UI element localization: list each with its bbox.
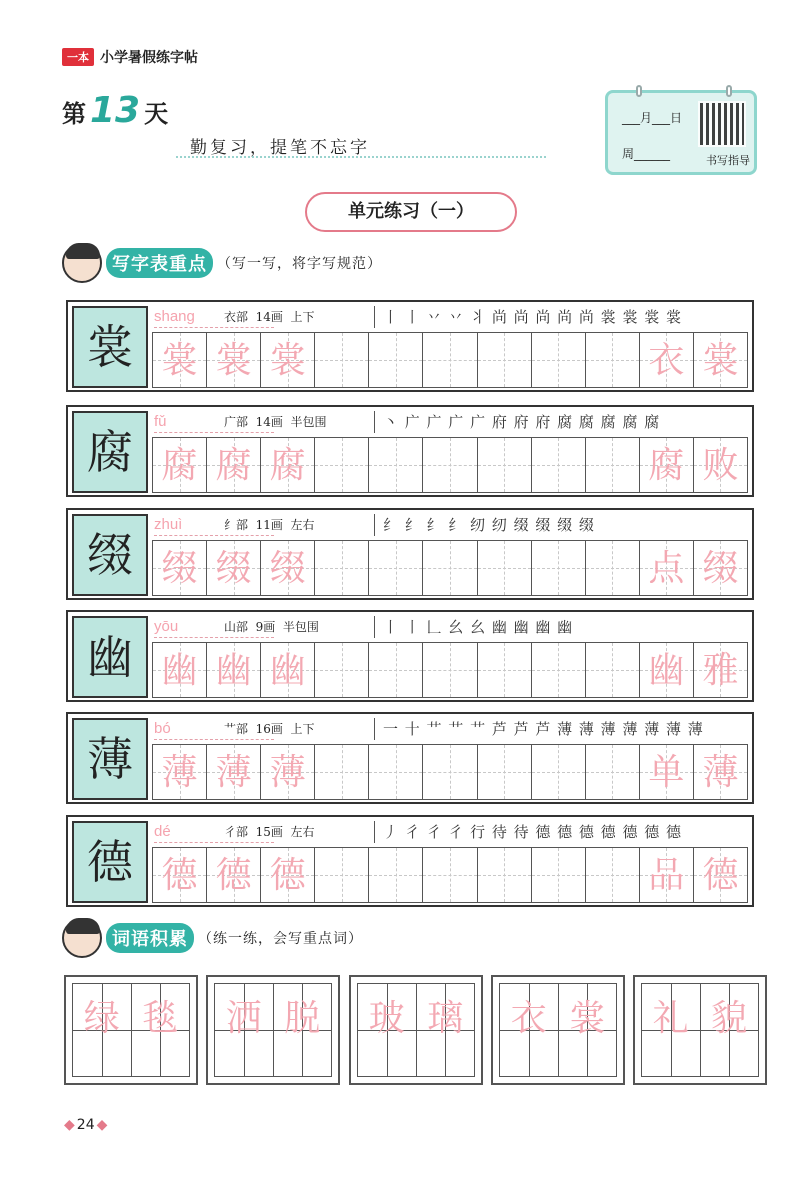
trace-char: 裳 (702, 340, 739, 381)
date-field[interactable]: ___月___日 (622, 111, 683, 125)
brand (62, 47, 198, 67)
trace-char: 缀 (269, 548, 306, 589)
model-char: 裳 (87, 320, 133, 374)
writing-cell[interactable] (369, 541, 423, 595)
vocab-box (206, 975, 340, 1085)
writing-cell[interactable] (369, 643, 423, 697)
vocab-char: 绿 (83, 998, 120, 1039)
writing-cell[interactable] (153, 541, 207, 595)
trace-char (586, 643, 639, 697)
writing-cell[interactable] (423, 333, 477, 387)
vocab-char: 毯 (142, 998, 179, 1039)
writing-grid (152, 642, 748, 698)
page-number: ◆ 24 ◆ (64, 1117, 108, 1133)
writing-cell[interactable] (694, 643, 747, 697)
writing-cell[interactable] (640, 745, 694, 799)
stroke-order-area (374, 616, 748, 638)
writing-grid (152, 744, 748, 800)
trace-char: 德 (161, 855, 198, 896)
writing-cell[interactable] (207, 848, 261, 902)
trace-char (478, 438, 531, 492)
binder-ring-icon (726, 85, 732, 97)
trace-char: 腐 (269, 445, 306, 486)
writing-cell[interactable] (261, 643, 315, 697)
trace-char (532, 333, 585, 387)
pinyin: shang (154, 306, 274, 328)
writing-cell[interactable] (315, 333, 369, 387)
vocab-char: 衣 (510, 998, 547, 1039)
stroke-order: 丨 丨 丷 丷 丬 尚 尚 尚 尚 尚 裳 裳 裳 裳 (383, 308, 682, 326)
qr-code-icon[interactable] (698, 101, 746, 147)
trace-char (478, 333, 531, 387)
vocab-box (349, 975, 483, 1085)
trace-char (369, 745, 422, 799)
trace-char: 幽 (648, 650, 685, 691)
trace-char (423, 438, 476, 492)
writing-cell[interactable] (315, 848, 369, 902)
vocab-cell[interactable] (132, 983, 191, 1077)
writing-cell[interactable] (153, 333, 207, 387)
trace-char: 缀 (702, 548, 739, 589)
char-info: 艹部 16画 上下 (224, 722, 315, 736)
brand-logo: 一本 (62, 48, 94, 66)
writing-cell[interactable] (423, 438, 477, 492)
vocab-cell[interactable] (641, 983, 701, 1077)
writing-cell[interactable] (207, 333, 261, 387)
day-label (62, 90, 168, 131)
char-info: 广部 14画 半包围 (224, 415, 327, 429)
writing-cell[interactable] (478, 848, 532, 902)
stroke-order: 纟 纟 纟 纟 纫 纫 缀 缀 缀 缀 (383, 516, 595, 534)
practice-row (66, 508, 754, 600)
slogan: 勤复习，提笔不忘字 (190, 138, 370, 158)
writing-cell[interactable] (478, 333, 532, 387)
model-char-box (72, 306, 148, 388)
writing-cell[interactable] (478, 438, 532, 492)
writing-cell[interactable] (640, 438, 694, 492)
trace-char (532, 438, 585, 492)
section-title: 写字表重点 (106, 248, 213, 278)
trace-char: 幽 (161, 650, 198, 691)
weekday-field[interactable]: 周______ (622, 147, 671, 161)
vocab-char: 玻 (368, 998, 405, 1039)
model-char: 幽 (87, 630, 133, 684)
trace-char (532, 848, 585, 902)
char-info: 衣部 14画 上下 (224, 310, 315, 324)
trace-char: 点 (648, 548, 685, 589)
vocab-char: 裳 (569, 998, 606, 1039)
trace-char: 薄 (269, 752, 306, 793)
writing-grid (152, 332, 748, 388)
trace-char (369, 438, 422, 492)
trace-char (369, 643, 422, 697)
trace-char: 缀 (161, 548, 198, 589)
book-title: 小学暑假练字帖 (100, 50, 198, 66)
writing-cell[interactable] (478, 745, 532, 799)
writing-cell[interactable] (315, 438, 369, 492)
trace-char (532, 541, 585, 595)
trace-char (315, 643, 368, 697)
trace-char (586, 333, 639, 387)
vocab-cell[interactable] (701, 983, 760, 1077)
pinyin: bó (154, 718, 274, 740)
pinyin: zhuì (154, 514, 274, 536)
writing-cell[interactable] (207, 643, 261, 697)
writing-cell[interactable] (315, 643, 369, 697)
model-char-box (72, 718, 148, 800)
trace-char (586, 438, 639, 492)
writing-cell[interactable] (640, 333, 694, 387)
vocab-cell[interactable] (274, 983, 333, 1077)
vocab-box (633, 975, 767, 1085)
writing-cell[interactable] (261, 438, 315, 492)
trace-char: 败 (702, 445, 739, 486)
writing-cell[interactable] (261, 848, 315, 902)
trace-char (478, 745, 531, 799)
model-char: 缀 (87, 528, 133, 582)
writing-cell[interactable] (369, 333, 423, 387)
vocab-cell[interactable] (417, 983, 476, 1077)
writing-cell[interactable] (532, 848, 586, 902)
writing-cell[interactable] (586, 541, 640, 595)
trace-char (315, 333, 368, 387)
stroke-order: 一 十 艹 艹 艹 芦 芦 芦 薄 薄 薄 薄 薄 薄 薄 (383, 720, 704, 738)
trace-char: 裳 (161, 340, 198, 381)
writing-cell[interactable] (478, 643, 532, 697)
section-title: 词语积累 (106, 923, 194, 953)
char-info: 彳部 15画 左右 (224, 825, 315, 839)
stroke-order: 丶 广 广 广 广 府 府 府 腐 腐 腐 腐 腐 (383, 413, 661, 431)
writing-cell[interactable] (586, 848, 640, 902)
vocab-box (491, 975, 625, 1085)
stroke-order: 丨 丨 𠃊 幺 幺 幽 幽 幽 幽 (383, 618, 574, 636)
writing-cell[interactable] (586, 643, 640, 697)
model-char: 腐 (87, 425, 133, 479)
trace-char: 品 (648, 855, 685, 896)
writing-cell[interactable] (261, 745, 315, 799)
writing-cell[interactable] (640, 643, 694, 697)
writing-cell[interactable] (207, 745, 261, 799)
trace-char (586, 541, 639, 595)
char-info: 山部 9画 半包围 (224, 620, 319, 634)
trace-char (423, 541, 476, 595)
trace-char (315, 745, 368, 799)
section-header-vocab (62, 918, 363, 958)
section-subtitle: （练一练，会写重点词） (198, 931, 363, 947)
trace-char: 德 (269, 855, 306, 896)
writing-grid (152, 540, 748, 596)
trace-char: 雅 (702, 650, 739, 691)
writing-cell[interactable] (640, 541, 694, 595)
writing-grid (152, 437, 748, 493)
trace-char (423, 745, 476, 799)
trace-char (369, 848, 422, 902)
writing-cell[interactable] (369, 848, 423, 902)
model-char: 薄 (87, 732, 133, 786)
trace-char: 裳 (215, 340, 252, 381)
vocab-cell[interactable] (72, 983, 132, 1077)
practice-row (66, 712, 754, 804)
day-suffix: 天 (144, 100, 169, 128)
trace-char: 薄 (702, 752, 739, 793)
writing-cell[interactable] (586, 745, 640, 799)
model-char-box (72, 411, 148, 493)
trace-char: 腐 (161, 445, 198, 486)
writing-cell[interactable] (423, 643, 477, 697)
vocab-box (64, 975, 198, 1085)
char-info: 纟部 11画 左右 (224, 518, 315, 532)
trace-char: 缀 (215, 548, 252, 589)
trace-char: 单 (648, 752, 685, 793)
writing-cell[interactable] (694, 438, 747, 492)
writing-grid (152, 847, 748, 903)
writing-cell[interactable] (207, 438, 261, 492)
trace-char: 腐 (215, 445, 252, 486)
writing-cell[interactable] (640, 848, 694, 902)
practice-row (66, 610, 754, 702)
trace-char (532, 745, 585, 799)
stroke-order-area (374, 514, 748, 536)
writing-cell[interactable] (369, 438, 423, 492)
trace-char (315, 541, 368, 595)
day-number: 13 (90, 90, 141, 131)
trace-char (423, 643, 476, 697)
writing-cell[interactable] (153, 438, 207, 492)
writing-cell[interactable] (315, 745, 369, 799)
writing-cell[interactable] (315, 541, 369, 595)
slogan-underline (176, 156, 546, 158)
writing-cell[interactable] (423, 848, 477, 902)
vocab-char: 礼 (652, 998, 689, 1039)
unit-title: 单元练习（一） (305, 192, 517, 232)
writing-cell[interactable] (532, 541, 586, 595)
trace-char (532, 643, 585, 697)
trace-char: 德 (702, 855, 739, 896)
trace-char (315, 848, 368, 902)
writing-cell[interactable] (153, 848, 207, 902)
writing-cell[interactable] (423, 745, 477, 799)
pinyin: dé (154, 821, 274, 843)
writing-cell[interactable] (532, 438, 586, 492)
trace-char (478, 848, 531, 902)
writing-cell[interactable] (694, 541, 747, 595)
vocab-cell[interactable] (559, 983, 618, 1077)
trace-char (478, 643, 531, 697)
section-subtitle: （写一写，将字写规范） (217, 256, 382, 272)
writing-cell[interactable] (207, 541, 261, 595)
date-card (605, 90, 757, 175)
stroke-order-area (374, 411, 748, 433)
model-char-box (72, 514, 148, 596)
stroke-order-area (374, 821, 748, 843)
writing-cell[interactable] (423, 541, 477, 595)
vocab-char: 貌 (711, 998, 748, 1039)
model-char: 德 (87, 835, 133, 889)
vocab-char: 洒 (225, 998, 262, 1039)
practice-row (66, 405, 754, 497)
trace-char (586, 848, 639, 902)
writing-cell[interactable] (153, 745, 207, 799)
trace-char: 衣 (648, 340, 685, 381)
trace-char: 薄 (161, 752, 198, 793)
trace-char: 腐 (648, 445, 685, 486)
writing-cell[interactable] (586, 333, 640, 387)
trace-char (478, 541, 531, 595)
writing-cell[interactable] (694, 848, 747, 902)
writing-cell[interactable] (694, 745, 747, 799)
trace-char (369, 333, 422, 387)
practice-row (66, 815, 754, 907)
trace-char (586, 745, 639, 799)
writing-cell[interactable] (261, 541, 315, 595)
trace-char (369, 541, 422, 595)
vocab-cell[interactable] (214, 983, 274, 1077)
model-char-box (72, 616, 148, 698)
writing-cell[interactable] (532, 745, 586, 799)
writing-cell[interactable] (586, 438, 640, 492)
qr-caption: 书写指导 (706, 154, 750, 167)
trace-char: 幽 (215, 650, 252, 691)
writing-cell[interactable] (532, 643, 586, 697)
page-number-value: 24 (76, 1117, 95, 1133)
student-mascot-icon (62, 918, 102, 958)
stroke-order-area (374, 306, 748, 328)
pinyin: fǔ (154, 411, 274, 433)
writing-cell[interactable] (369, 745, 423, 799)
section-header-writing (62, 243, 382, 283)
trace-char: 裳 (269, 340, 306, 381)
writing-cell[interactable] (694, 333, 747, 387)
binder-ring-icon (636, 85, 642, 97)
writing-cell[interactable] (261, 333, 315, 387)
writing-cell[interactable] (153, 643, 207, 697)
vocab-char: 璃 (427, 998, 464, 1039)
trace-char (315, 438, 368, 492)
day-prefix: 第 (62, 100, 86, 128)
trace-char: 幽 (269, 650, 306, 691)
trace-char (423, 848, 476, 902)
vocab-cell[interactable] (499, 983, 559, 1077)
stroke-order-area (374, 718, 748, 740)
trace-char: 薄 (215, 752, 252, 793)
practice-row (66, 300, 754, 392)
writing-cell[interactable] (478, 541, 532, 595)
trace-char: 德 (215, 855, 252, 896)
vocab-char: 脱 (284, 998, 321, 1039)
stroke-order: 丿 彳 彳 彳 行 待 待 德 德 德 德 德 德 德 (383, 823, 682, 841)
writing-cell[interactable] (532, 333, 586, 387)
vocab-cell[interactable] (357, 983, 417, 1077)
student-mascot-icon (62, 243, 102, 283)
model-char-box (72, 821, 148, 903)
trace-char (423, 333, 476, 387)
pinyin: yōu (154, 616, 274, 638)
